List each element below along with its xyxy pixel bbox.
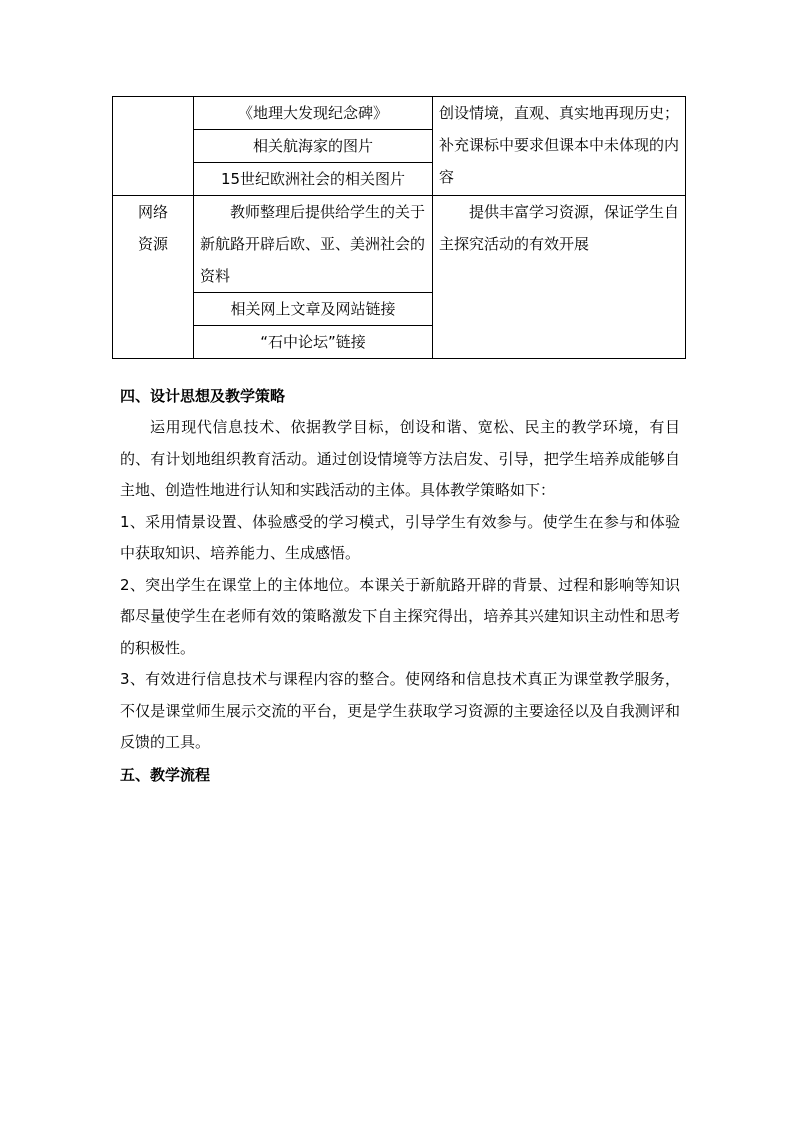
section-heading: 四、设计思想及教学策略 <box>120 387 286 405</box>
paragraph-intro: 运用现代信息技术、依据教学目标，创设和谐、宽松、民主的教学环境，有目的、有计划地组织教育活动。通过创设情境等方法启发、引导，把学生培养成能够自主地、创造性地进行认知和实践活动的主体。具体教学策略如下： <box>120 418 680 499</box>
table-cell-item: 相关网上文章及网站链接 <box>194 293 433 326</box>
paragraph-point-2: 2、突出学生在课堂上的主体地位。本课关于新航路开辟的背景、过程和影响等知识都尽量使学生在老师有效的策略激发下自主探究得出，培养其兴建知识主动性和思考的积极性。 <box>120 575 680 657</box>
table-cell-item: 15世纪欧洲社会的相关图片 <box>194 163 433 196</box>
table-row <box>113 196 686 293</box>
table-cell-purpose: 提供丰富学习资源，保证学生自主探究活动的有效开展 <box>433 196 686 359</box>
paragraph-point-3: 3、有效进行信息技术与课程内容的整合。使网络和信息技术真正为课堂教学服务，不仅是课堂师生展示交流的平台，更是学生获取学习资源的主要途径以及自我测评和反馈的工具。 <box>120 670 680 751</box>
section-design-strategy <box>120 380 680 791</box>
table-cell-item: 相关航海家的图片 <box>194 130 433 163</box>
resource-table <box>112 96 686 359</box>
table-cell-item: 教师整理后提供给学生的关于新航路开辟后欧、亚、美洲社会的资料 <box>194 196 433 293</box>
table-cell-category <box>113 196 194 359</box>
paragraph-point-1: 1、采用情景设置、体验感受的学习模式，引导学生有效参与。使学生在参与和体验中获取知识、培养能力、生成感悟。 <box>120 512 680 562</box>
table-cell-purpose: 创设情境，直观、真实地再现历史；补充课标中要求但课本中未体现的内容 <box>433 97 686 196</box>
table-cell-item: 《地理大发现纪念碑》 <box>194 97 433 130</box>
category-label-line1: 网络 <box>137 203 168 221</box>
table-row <box>113 97 686 130</box>
section-heading: 五、教学流程 <box>120 765 211 784</box>
category-label-line2: 资源 <box>137 235 168 253</box>
table-cell-item: “石中论坛”链接 <box>194 326 433 359</box>
table-cell-category-empty <box>113 97 194 196</box>
